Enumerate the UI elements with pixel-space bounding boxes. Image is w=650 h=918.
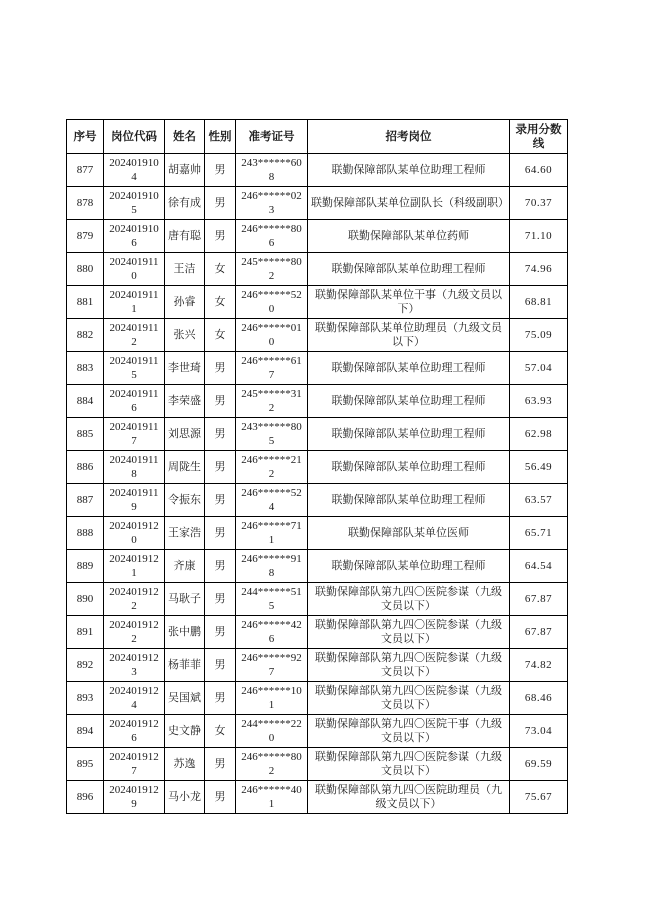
table-row xyxy=(67,187,568,220)
cell-job_code: 2024019111 xyxy=(104,286,165,319)
cell-ticket_no: 243******608 xyxy=(236,154,308,187)
cell-ticket_no: 246******524 xyxy=(236,484,308,517)
cell-index: 895 xyxy=(67,748,104,781)
cell-job_code: 2024019126 xyxy=(104,715,165,748)
cell-ticket_no: 246******426 xyxy=(236,616,308,649)
cell-position: 联勤保障部队某单位助理工程师 xyxy=(308,418,510,451)
cell-job_code: 2024019110 xyxy=(104,253,165,286)
cell-name: 马耿子 xyxy=(165,583,205,616)
cell-score_line: 64.60 xyxy=(510,154,568,187)
cell-job_code: 2024019120 xyxy=(104,517,165,550)
cell-gender: 男 xyxy=(205,187,236,220)
cell-index: 888 xyxy=(67,517,104,550)
cell-position: 联勤保障部队某单位医师 xyxy=(308,517,510,550)
cell-index: 894 xyxy=(67,715,104,748)
table-row xyxy=(67,220,568,253)
cell-score_line: 63.93 xyxy=(510,385,568,418)
cell-position: 联勤保障部队某单位助理工程师 xyxy=(308,352,510,385)
cell-job_code: 2024019127 xyxy=(104,748,165,781)
cell-ticket_no: 246******711 xyxy=(236,517,308,550)
cell-score_line: 73.04 xyxy=(510,715,568,748)
cell-position: 联勤保障部队第九四〇医院参谋（九级文员以下） xyxy=(308,682,510,715)
cell-gender: 男 xyxy=(205,550,236,583)
cell-job_code: 2024019106 xyxy=(104,220,165,253)
cell-index: 881 xyxy=(67,286,104,319)
cell-index: 882 xyxy=(67,319,104,352)
table-row xyxy=(67,385,568,418)
cell-job_code: 2024019122 xyxy=(104,616,165,649)
cell-position: 联勤保障部队某单位助理工程师 xyxy=(308,154,510,187)
cell-ticket_no: 246******010 xyxy=(236,319,308,352)
cell-job_code: 2024019118 xyxy=(104,451,165,484)
cell-position: 联勤保障部队第九四〇医院参谋（九级文员以下） xyxy=(308,649,510,682)
cell-score_line: 68.81 xyxy=(510,286,568,319)
cell-name: 徐有成 xyxy=(165,187,205,220)
cell-job_code: 2024019123 xyxy=(104,649,165,682)
table-header-row xyxy=(67,120,568,154)
column-header-position: 招考岗位 xyxy=(308,120,510,154)
table-row xyxy=(67,451,568,484)
table-row xyxy=(67,154,568,187)
cell-score_line: 67.87 xyxy=(510,583,568,616)
cell-job_code: 2024019117 xyxy=(104,418,165,451)
recruitment-score-table xyxy=(66,119,568,814)
cell-index: 892 xyxy=(67,649,104,682)
cell-position: 联勤保障部队第九四〇医院助理员（九级文员以下） xyxy=(308,781,510,814)
cell-gender: 男 xyxy=(205,154,236,187)
cell-gender: 男 xyxy=(205,649,236,682)
table-row xyxy=(67,616,568,649)
cell-index: 880 xyxy=(67,253,104,286)
cell-ticket_no: 245******312 xyxy=(236,385,308,418)
cell-name: 王洁 xyxy=(165,253,205,286)
cell-gender: 男 xyxy=(205,748,236,781)
cell-position: 联勤保障部队某单位助理工程师 xyxy=(308,484,510,517)
cell-position: 联勤保障部队第九四〇医院参谋（九级文员以下） xyxy=(308,583,510,616)
cell-name: 马小龙 xyxy=(165,781,205,814)
column-header-gender: 性别 xyxy=(205,120,236,154)
cell-job_code: 2024019122 xyxy=(104,583,165,616)
cell-index: 890 xyxy=(67,583,104,616)
table-row xyxy=(67,715,568,748)
cell-score_line: 71.10 xyxy=(510,220,568,253)
cell-gender: 女 xyxy=(205,253,236,286)
table-row xyxy=(67,682,568,715)
table-row xyxy=(67,352,568,385)
table-row xyxy=(67,583,568,616)
cell-index: 884 xyxy=(67,385,104,418)
cell-score_line: 65.71 xyxy=(510,517,568,550)
cell-gender: 男 xyxy=(205,352,236,385)
cell-position: 联勤保障部队某单位助理工程师 xyxy=(308,253,510,286)
cell-score_line: 67.87 xyxy=(510,616,568,649)
table-row xyxy=(67,286,568,319)
cell-position: 联勤保障部队某单位助理工程师 xyxy=(308,385,510,418)
table-body xyxy=(67,154,568,814)
cell-index: 877 xyxy=(67,154,104,187)
cell-name: 胡嘉帅 xyxy=(165,154,205,187)
cell-ticket_no: 245******802 xyxy=(236,253,308,286)
cell-gender: 男 xyxy=(205,451,236,484)
cell-job_code: 2024019116 xyxy=(104,385,165,418)
cell-position: 联勤保障部队某单位干事（九级文员以下） xyxy=(308,286,510,319)
cell-ticket_no: 246******617 xyxy=(236,352,308,385)
cell-score_line: 56.49 xyxy=(510,451,568,484)
cell-gender: 男 xyxy=(205,220,236,253)
cell-ticket_no: 246******401 xyxy=(236,781,308,814)
cell-job_code: 2024019129 xyxy=(104,781,165,814)
cell-position: 联勤保障部队第九四〇医院干事（九级文员以下） xyxy=(308,715,510,748)
cell-index: 879 xyxy=(67,220,104,253)
cell-score_line: 74.96 xyxy=(510,253,568,286)
cell-index: 887 xyxy=(67,484,104,517)
cell-index: 885 xyxy=(67,418,104,451)
cell-score_line: 64.54 xyxy=(510,550,568,583)
cell-score_line: 69.59 xyxy=(510,748,568,781)
cell-name: 李荣盛 xyxy=(165,385,205,418)
cell-job_code: 2024019112 xyxy=(104,319,165,352)
column-header-score_line: 录用分数线 xyxy=(510,120,568,154)
cell-ticket_no: 243******805 xyxy=(236,418,308,451)
cell-index: 893 xyxy=(67,682,104,715)
table-row xyxy=(67,517,568,550)
cell-index: 878 xyxy=(67,187,104,220)
table-row xyxy=(67,748,568,781)
cell-name: 令振东 xyxy=(165,484,205,517)
table-sheet xyxy=(66,119,567,814)
cell-gender: 男 xyxy=(205,583,236,616)
cell-ticket_no: 246******023 xyxy=(236,187,308,220)
table-row xyxy=(67,253,568,286)
cell-job_code: 2024019105 xyxy=(104,187,165,220)
cell-position: 联勤保障部队第九四〇医院参谋（九级文员以下） xyxy=(308,616,510,649)
cell-name: 孙睿 xyxy=(165,286,205,319)
cell-position: 联勤保障部队某单位药师 xyxy=(308,220,510,253)
cell-job_code: 2024019121 xyxy=(104,550,165,583)
table-row xyxy=(67,418,568,451)
cell-gender: 男 xyxy=(205,682,236,715)
cell-gender: 女 xyxy=(205,286,236,319)
cell-ticket_no: 246******927 xyxy=(236,649,308,682)
cell-index: 891 xyxy=(67,616,104,649)
cell-score_line: 62.98 xyxy=(510,418,568,451)
cell-name: 吴国斌 xyxy=(165,682,205,715)
cell-score_line: 57.04 xyxy=(510,352,568,385)
table-row xyxy=(67,649,568,682)
cell-ticket_no: 246******806 xyxy=(236,220,308,253)
cell-gender: 男 xyxy=(205,418,236,451)
table-row xyxy=(67,319,568,352)
cell-score_line: 74.82 xyxy=(510,649,568,682)
cell-index: 896 xyxy=(67,781,104,814)
cell-position: 联勤保障部队某单位副队长（科级副职） xyxy=(308,187,510,220)
cell-job_code: 2024019124 xyxy=(104,682,165,715)
cell-score_line: 70.37 xyxy=(510,187,568,220)
column-header-name: 姓名 xyxy=(165,120,205,154)
cell-position: 联勤保障部队某单位助理工程师 xyxy=(308,451,510,484)
cell-gender: 男 xyxy=(205,616,236,649)
cell-name: 唐有聪 xyxy=(165,220,205,253)
column-header-index: 序号 xyxy=(67,120,104,154)
cell-index: 889 xyxy=(67,550,104,583)
cell-name: 李世琦 xyxy=(165,352,205,385)
cell-ticket_no: 246******520 xyxy=(236,286,308,319)
cell-ticket_no: 244******515 xyxy=(236,583,308,616)
cell-score_line: 75.67 xyxy=(510,781,568,814)
cell-gender: 男 xyxy=(205,484,236,517)
column-header-job_code: 岗位代码 xyxy=(104,120,165,154)
cell-gender: 女 xyxy=(205,319,236,352)
cell-gender: 男 xyxy=(205,517,236,550)
cell-ticket_no: 244******220 xyxy=(236,715,308,748)
cell-name: 齐康 xyxy=(165,550,205,583)
cell-ticket_no: 246******212 xyxy=(236,451,308,484)
table-row xyxy=(67,781,568,814)
cell-job_code: 2024019119 xyxy=(104,484,165,517)
cell-job_code: 2024019104 xyxy=(104,154,165,187)
column-header-ticket_no: 准考证号 xyxy=(236,120,308,154)
cell-index: 886 xyxy=(67,451,104,484)
cell-name: 苏逸 xyxy=(165,748,205,781)
cell-job_code: 2024019115 xyxy=(104,352,165,385)
cell-ticket_no: 246******918 xyxy=(236,550,308,583)
cell-name: 周陇生 xyxy=(165,451,205,484)
cell-gender: 女 xyxy=(205,715,236,748)
cell-position: 联勤保障部队某单位助理员（九级文员以下） xyxy=(308,319,510,352)
cell-gender: 男 xyxy=(205,385,236,418)
cell-score_line: 68.46 xyxy=(510,682,568,715)
cell-name: 张兴 xyxy=(165,319,205,352)
table-row xyxy=(67,484,568,517)
cell-name: 张中鹏 xyxy=(165,616,205,649)
cell-ticket_no: 246******101 xyxy=(236,682,308,715)
cell-position: 联勤保障部队第九四〇医院参谋（九级文员以下） xyxy=(308,748,510,781)
table-row xyxy=(67,550,568,583)
cell-score_line: 63.57 xyxy=(510,484,568,517)
cell-position: 联勤保障部队某单位助理工程师 xyxy=(308,550,510,583)
cell-gender: 男 xyxy=(205,781,236,814)
cell-name: 史文静 xyxy=(165,715,205,748)
cell-name: 王家浩 xyxy=(165,517,205,550)
cell-ticket_no: 246******802 xyxy=(236,748,308,781)
cell-name: 杨菲菲 xyxy=(165,649,205,682)
cell-name: 刘思源 xyxy=(165,418,205,451)
cell-score_line: 75.09 xyxy=(510,319,568,352)
cell-index: 883 xyxy=(67,352,104,385)
